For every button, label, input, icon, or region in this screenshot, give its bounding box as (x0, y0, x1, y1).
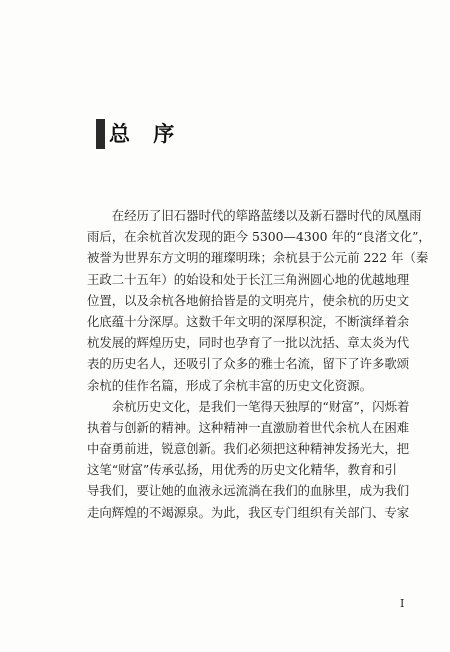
text-line: 在经历了旧石器时代的筚路蓝缕以及新石器时代的凤凰雨 (87, 208, 422, 223)
text-line: 余杭历史文化，是我们一笔得天独厚的“财富”，闪烁着 (87, 398, 410, 414)
text-line: 表的历史名人，还吸引了众多的雅士名流，留下了许多歌颂 (87, 356, 410, 372)
text-line: 执着与创新的精神。这种精神一直激励着世代余杭人在困难 (87, 419, 410, 435)
text-line: 余杭的佳作名篇，形成了余杭丰富的历史文化资源。 (87, 377, 372, 393)
section-heading (96, 118, 182, 150)
text-line: 王政二十五年）的始设和处于长江三角洲圆心地的优越地理 (87, 271, 410, 287)
body-text (87, 205, 431, 523)
page-number: I (400, 597, 405, 610)
heading-marker-bar (96, 119, 105, 149)
text-line: 雨后，在余杭首次发现的距今 5300—4300 年的“良渚文化”， (87, 229, 431, 245)
text-line: 位置，以及余杭各地俯拾皆是的文明亮片，使余杭的历史文 (87, 292, 410, 308)
text-line: 中奋勇前进，锐意创新。我们必须把这种精神发扬光大，把 (87, 441, 410, 457)
text-line: 这笔“财富”传承弘扬，用优秀的历史文化精华，教育和引 (87, 462, 398, 478)
text-line: 化底蕴十分深厚。这数千年文明的深厚积淀，不断演绎着余 (87, 313, 410, 329)
text-line: 杭发展的辉煌历史，同时也孕育了一批以沈括、章太炎为代 (87, 335, 410, 351)
text-line: 被誉为世界东方文明的璀璨明珠；余杭县于公元前 222 年（秦 (87, 250, 429, 266)
text-line: 走向辉煌的不竭源泉。为此，我区专门组织有关部门、专家 (87, 504, 410, 520)
text-line: 导我们，要让她的血液永远流淌在我们的血脉里，成为我们 (87, 483, 410, 499)
heading-title: 总 序 (109, 121, 183, 146)
